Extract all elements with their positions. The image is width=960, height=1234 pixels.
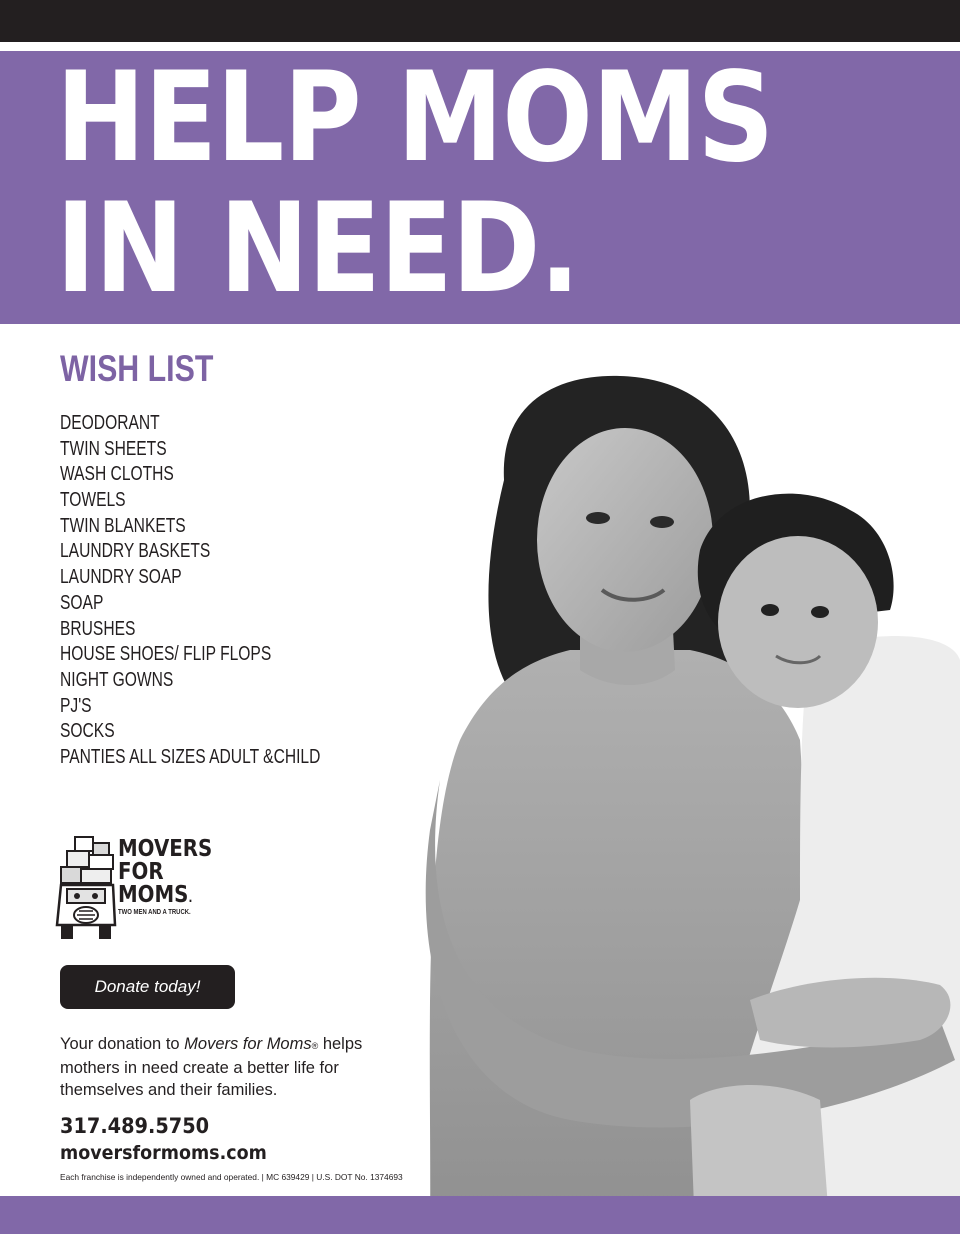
logo-tagline: TWO MEN AND A TRUCK. <box>118 909 191 916</box>
wish-list-item: TWIN BLANKETS <box>60 514 186 537</box>
wish-list-title: WISH LIST <box>60 348 214 389</box>
top-bar <box>0 0 960 42</box>
headline <box>56 46 813 321</box>
donate-button[interactable]: Donate today! <box>60 965 235 1009</box>
mother-and-child-photo <box>420 360 960 1234</box>
wish-list <box>60 411 394 771</box>
donation-description: Your donation to Movers for Moms® helps mothers in need create a better life for themselves and their families. <box>60 1035 363 1099</box>
wish-list-item: LAUNDRY BASKETS <box>60 540 211 563</box>
bottom-band <box>0 1196 960 1234</box>
wish-list-item: PANTIES ALL SIZES ADULT &CHILD <box>60 745 321 768</box>
phone-number[interactable]: 317.489.5750 <box>60 1114 210 1138</box>
headline-line-2: IN NEED. <box>56 177 580 321</box>
disclaimer: Each franchise is independently owned and operated. | MC 639429 | U.S. DOT No. 1374693 <box>60 1172 403 1182</box>
logo-line-1: MOVERS <box>118 836 213 862</box>
wish-list-item: DEODORANT <box>60 412 160 434</box>
wish-list-item: NIGHT GOWNS <box>60 668 174 691</box>
wish-list-item: PJ'S <box>60 694 92 717</box>
wish-list-item: SOAP <box>60 591 104 614</box>
wish-list-item: BRUSHES <box>60 617 136 640</box>
logo-line-3: MOMS. <box>118 882 193 908</box>
headline-line-1: HELP MOMS <box>56 46 774 190</box>
wish-list-item: TWIN SHEETS <box>60 437 167 460</box>
wish-list-item: LAUNDRY SOAP <box>60 566 182 589</box>
wish-list-item: HOUSE SHOES/ FLIP FLOPS <box>60 643 272 666</box>
logo-wordmark <box>118 838 212 910</box>
brand-name: Movers for Moms <box>184 1035 312 1053</box>
wish-list-item: SOCKS <box>60 720 115 743</box>
wish-list-item: TOWELS <box>60 489 126 512</box>
wish-list-item: WASH CLOTHS <box>60 463 174 486</box>
logo-line-2: FOR <box>118 859 164 885</box>
website-link[interactable]: moversformoms.com <box>60 1142 267 1164</box>
